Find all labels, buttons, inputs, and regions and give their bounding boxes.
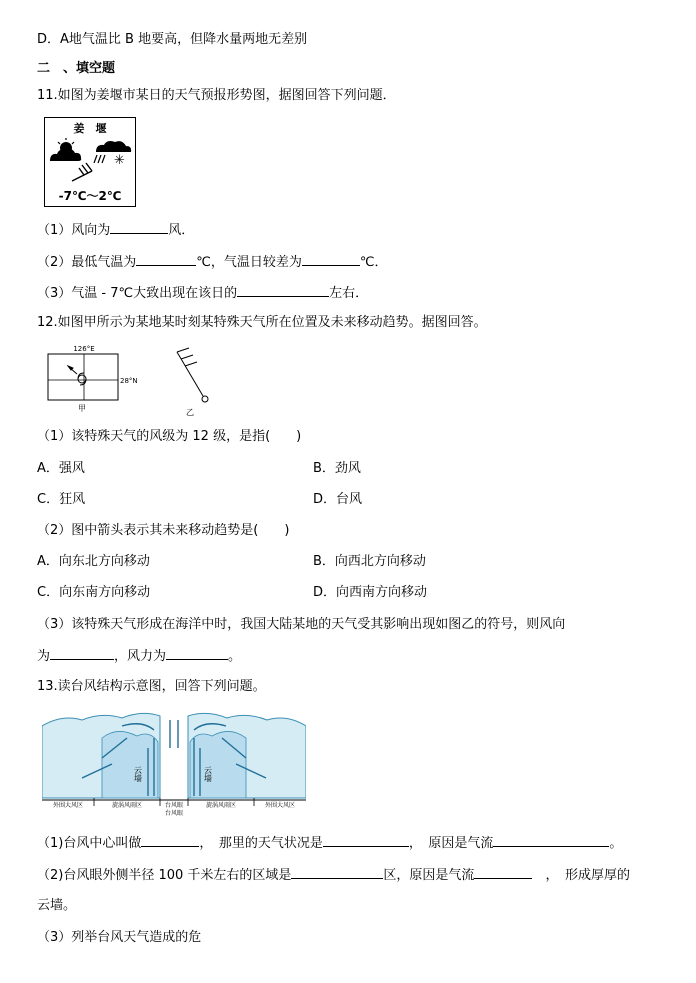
q12-sub1-option-a[interactable]: A．强风: [37, 461, 85, 476]
q13-p2-text-a: （2)台风眼外侧半径 100 千米左右的区域是: [37, 868, 292, 883]
q13-p1-text-a: （1)台风中心叫做: [37, 836, 142, 851]
q11-part2: [37, 252, 388, 273]
q12-lon-label: 126°E: [73, 345, 95, 353]
q11-daily-range-blank[interactable]: [302, 252, 360, 266]
q13-wall-left-label: 云墙: [133, 766, 143, 782]
q12-sub1-option-b[interactable]: B．劲风: [313, 461, 361, 476]
q12-figure-yi: [165, 346, 215, 418]
q13-bottom-label-3: 台风眼: [164, 802, 184, 809]
q11-min-temp-blank[interactable]: [136, 252, 196, 266]
q13-region-blank[interactable]: [291, 865, 383, 879]
q12-figure-jia: [44, 343, 144, 415]
q13-p1-text-c: ， 原因是气流: [408, 836, 494, 851]
q11-p2-text-a: （2）最低气温为: [37, 255, 137, 270]
q11-stem: 11.如图为姜堰市某日的天气预报形势图，据图回答下列问题．: [37, 88, 396, 103]
q11-part3: [37, 283, 368, 304]
section-title: 二 、填空题: [37, 61, 116, 76]
wind-barb-icon: [177, 348, 208, 402]
q13-part2-line2: 云墙。: [37, 898, 77, 913]
q12-sub2-option-b[interactable]: B．向西北方向移动: [313, 554, 426, 569]
q13-bottom-label-5: 外围大风区: [264, 802, 296, 809]
q13-center-label: 台风眼: [164, 810, 184, 816]
q11-p3-text-b: 左右．: [329, 286, 369, 301]
q12-sub2-option-c[interactable]: C．向东南方向移动: [37, 585, 151, 600]
q11-city-label: 姜 堰: [73, 122, 107, 135]
q11-part1: [37, 220, 194, 241]
q11-weather-figure: [44, 117, 136, 207]
prev-option-d: D．A地气温比 B 地要高，但降水量两地无差别: [37, 32, 308, 47]
q12-sub2: （2）图中箭头表示其未来移动趋势是( ): [37, 523, 290, 538]
q13-bottom-label-4: 旋涡风雨区: [205, 802, 237, 809]
q12-sub1-option-c[interactable]: C．狂风: [37, 492, 86, 507]
q13-typhoon-structure-figure: [42, 708, 306, 816]
q12-sub3-text-c: 。: [228, 649, 242, 664]
q11-p3-text-a: （3）气温 - 7℃大致出现在该日的: [37, 286, 238, 301]
q12-label-jia: 甲: [78, 404, 86, 413]
q12-sub3-line2: [37, 646, 241, 667]
q12-stem: 12.如图甲所示为某地某时刻某特殊天气所在位置及未来移动趋势。据图回答。: [37, 315, 487, 330]
q11-p1-text-a: （1）风向为: [37, 223, 111, 238]
q13-stem: 13.读台风结构示意图，回答下列问题。: [37, 679, 266, 694]
q11-p1-text-b: 风．: [168, 223, 195, 238]
q13-p1-text-d: 。: [609, 836, 623, 851]
svg-text:✳: ✳: [114, 153, 125, 168]
q13-bottom-label-1: 外围大风区: [52, 802, 84, 809]
q12-sub3-text-b: ，风力为: [114, 649, 167, 664]
q12-sub1: （1）该特殊天气的风级为 12 级，是指( ): [37, 429, 302, 444]
q11-p2-text-b: ℃，气温日较差为: [196, 255, 302, 270]
q12-sub2-option-d[interactable]: D．向西南方向移动: [313, 585, 428, 600]
q13-weather-blank[interactable]: [323, 833, 409, 847]
q13-p1-text-b: ， 那里的天气状况是: [199, 836, 323, 851]
q12-lat-label: 28°N: [120, 377, 138, 385]
q12-sub3-line1: （3）该特殊天气形成在海洋中时，我国大陆某地的天气受其影响出现如图乙的符号，则风向: [37, 617, 566, 632]
q11-wind-direction-blank[interactable]: [110, 220, 168, 234]
q12-label-yi: 乙: [186, 408, 194, 417]
q13-wall-right-label: 云墙: [203, 766, 213, 782]
q13-part1: [37, 833, 622, 854]
q13-airflow-blank[interactable]: [493, 833, 609, 847]
q13-p2-text-c: ， 形成厚厚的: [532, 868, 630, 883]
q13-bottom-label-2: 旋涡风雨区: [111, 802, 143, 809]
q13-p2-text-b: 区，原因是气流: [383, 868, 475, 883]
q12-sub1-option-d[interactable]: D．台风: [313, 492, 363, 507]
q11-p2-text-c: ℃．: [359, 255, 388, 270]
q12-sub3-text-a: 为: [37, 649, 51, 664]
q11-temp-range: -7℃～2℃: [58, 189, 122, 203]
q12-sub2-option-a[interactable]: A．向东北方向移动: [37, 554, 150, 569]
q13-part3: （3）列举台风天气造成的危: [37, 930, 202, 945]
q13-part2: [37, 865, 630, 886]
q13-airflow2-blank[interactable]: [474, 865, 532, 879]
q12-wind-force-blank[interactable]: [166, 646, 228, 660]
q11-time-blank[interactable]: [237, 283, 329, 297]
q12-wind-direction-blank[interactable]: [50, 646, 114, 660]
q13-center-name-blank[interactable]: [141, 833, 199, 847]
